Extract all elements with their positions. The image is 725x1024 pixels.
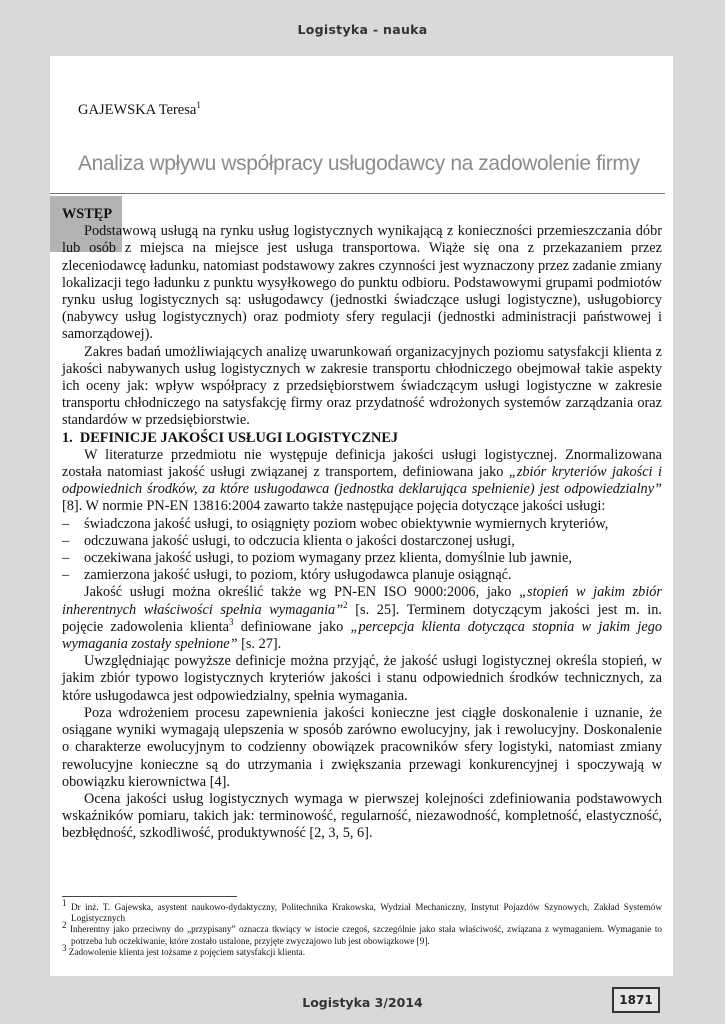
- paragraph: Poza wdrożeniem procesu zapewnienia jakości konieczne jest ciągłe doskonalenie i uznanie, że osiągane wyniki wymagają ulepszenia w sposób zarówno ewolucyjny, jak i rewolucyjny. Doskonalenie o charakterze ewolucyjnym to codzienny obowiązek pracowników sfery logistyki, natomiast zmiany rewolucyjne konieczne są do utrzymania i zwiększania przewagi konkurencyjnej i spoczywają w obowiązku kierownictwa [4].: [62, 704, 662, 790]
- list-item: – zamierzona jakość usługi, to poziom, który usługodawca planuje osiągnąć.: [62, 567, 662, 584]
- footnote-ref: 3: [228, 617, 234, 628]
- author: [78, 102, 201, 119]
- footnote-text: Zadowolenie klienta jest tożsame z pojęciem satysfakcji klienta.: [68, 946, 306, 957]
- footnote-number: 2: [62, 920, 67, 931]
- paragraph: Ocena jakości usług logistycznych wymaga w pierwszej kolejności zdefiniowania podstawowych wskaźników pomiaru, takich jak: terminowość, regularność, niezawodność, kompletność, elastyczność, bezbłędność, szkodliwość, produktywność [2, 3, 5, 6].: [62, 790, 662, 842]
- quote: „stopień w jakim zbiór inherentnych właściwości spełnia wymagania”: [62, 584, 663, 618]
- footnote-ref: 2: [343, 599, 348, 610]
- footnotes: [62, 897, 662, 958]
- footnote: [62, 920, 662, 946]
- article-body: [62, 206, 662, 843]
- paragraph: [62, 447, 662, 516]
- text-run: [8]. W normie PN-EN 13816:2004 zawarto także następujące pojęcia dotyczące jakości usługi:: [62, 498, 606, 515]
- text-run: [s. 25]. Terminem dotyczącym jakości jest m. in. pojęcie zadowolenia klienta: [62, 601, 662, 635]
- text-run: [s. 27].: [237, 636, 282, 653]
- article-title: Analiza wpływu współpracy usługodawcy na zadowolenie firmy: [78, 152, 640, 175]
- author-note-ref: 1: [196, 100, 201, 111]
- quote: „percepcja klienta dotycząca stopnia w jakim jego wymagania zostały spełnione”: [62, 618, 663, 653]
- list-item: – odczuwana jakość usługi, to odczucia klienta o jakości dostarczonej usługi,: [62, 533, 662, 550]
- journal-footer: Logistyka 3/2014: [302, 995, 423, 1010]
- text-run: W literaturze przedmiotu nie występuje definicja jakości usługi logistycznej. Znormalizowana została natomiast jakość usługi związanej z transportem, definiowana jako: [62, 446, 662, 481]
- author-name: GAJEWSKA Teresa: [78, 102, 197, 118]
- section-heading: 1. DEFINICJE JAKOŚCI USŁUGI LOGISTYCZNEJ: [62, 429, 399, 446]
- footnote: [62, 942, 662, 958]
- paragraph: Uwzględniając powyższe definicje można przyjąć, że jakość usługi logistycznej określa stopień, w jakim zbiór typowo logistycznych kryteriów jakości i stanu odpowiednich środków technicznych, za które usługodawca jest odpowiedzialny, spełnia wymagania.: [62, 653, 662, 704]
- paragraph: [62, 584, 662, 653]
- footnote: [62, 897, 662, 924]
- list-item: – świadczona jakość usługi, to osiągnięty poziom wobec obiektywnie wymiernych kryteriów,: [62, 516, 662, 533]
- quote: „zbiór kryteriów jakości i odpowiednich środków, za które usługodawca (jednostka deklarująca spełnienie) jest odpowiedzialny”: [62, 464, 662, 498]
- footnote-text: Inherentny jako przeciwny do „przypisany” oznacza tkwiący w istocie czegoś, szczególnie jako stała właściwość, związana z wymaganiem. Wymaganie to potrzeba lub oczekiwanie, które zostało ustalone, przyjęte zwyczajowo lub jest obowiązkowe [9].: [70, 924, 662, 946]
- footnote-number: 1: [62, 897, 67, 908]
- footnote-text: Dr inż. T. Gajewska, asystent naukowo-dydaktyczny, Politechnika Krakowska, Wydział Mechaniczny, Instytut Pojazdów Szynowych, Zakład Systemów Logistycznych: [70, 902, 662, 924]
- paragraph: Zakres badań umożliwiających analizę uwarunkowań organizacyjnych poziomu satysfakcji klienta z jakości nabywanych usług logistycznych w zakresie transportu chłodniczego obejmował takie aspekty ich oceny jak: wpływ współpracy z przedsiębiorstwem świadczącym usługi logistyczne w zakresie transportu chłodniczego na satysfakcję firmy oraz przydatność wdrożonych systemów zarządzania oraz standardów w przedsiębiorstwie.: [62, 343, 662, 429]
- list-item: – oczekiwana jakość usługi, to poziom wymagany przez klienta, domyślnie lub jawnie,: [62, 550, 662, 567]
- footnote-number: 3: [62, 942, 67, 953]
- footnote-divider: [62, 896, 237, 897]
- section-label: Logistyka - nauka: [297, 22, 428, 37]
- paragraph: Podstawową usługą na rynku usług logistycznych wynikającą z konieczności przemieszczania dóbr lub osób z miejsca na miejsce jest usługa transportowa. Wiąże się ona z przekazaniem przez zleceniodawcę ładunku, natomiast podstawowy zakres czynności jest wyznaczony przez zadanie zmiany lokalizacji tego ładunku z punktu wysyłkowego do punktu odbioru. Podstawowymi grupami podmiotów rynku usług logistycznych są: usługodawcy (jednostki świadczące usługi logistyczne), usługobiorcy (nabywcy usług logistycznych) oraz podmioty sfery regulacji (jednostki administracji państwowej i samorządowej).: [62, 223, 662, 343]
- definition-list: [62, 516, 662, 585]
- text-run: definiowane jako: [233, 618, 351, 635]
- page-number: 1871: [612, 987, 660, 1013]
- text-run: Jakość usługi można określić także wg PN-EN ISO 9000:2006, jako: [84, 584, 520, 601]
- title-divider: [50, 193, 665, 194]
- section-heading: WSTĘP: [62, 206, 113, 222]
